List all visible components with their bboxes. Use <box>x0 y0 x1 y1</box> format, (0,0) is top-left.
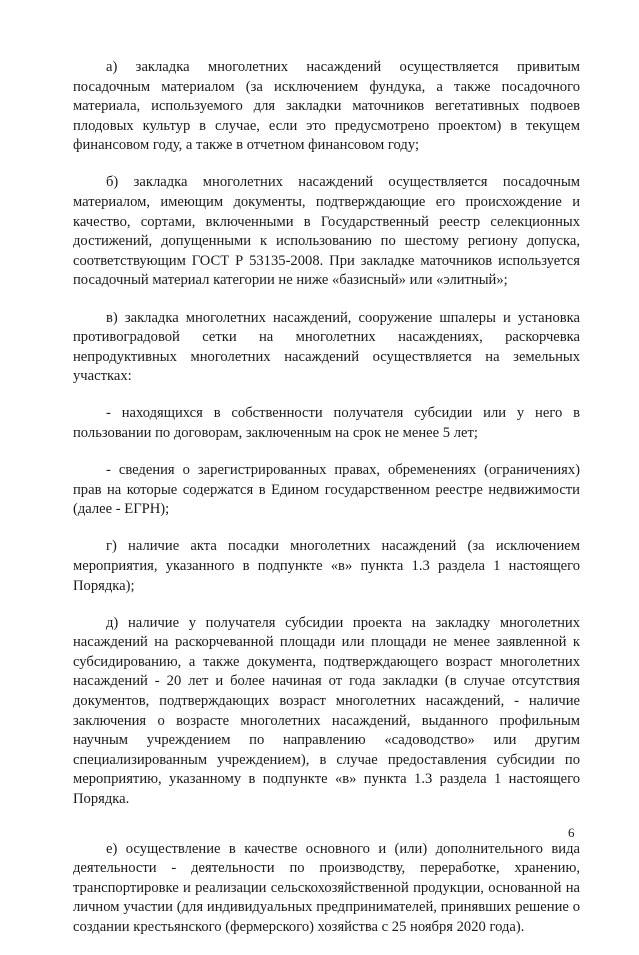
document-body <box>73 58 580 955</box>
page-number: 6 <box>568 825 575 840</box>
list-item-ownership: - находящихся в собственности получателя субсидии или у него в пользовании по договорам, заключенным на срок не менее 5 лет; <box>73 405 580 441</box>
paragraph-g: г) наличие акта посадки многолетних насаждений (за исключением мероприятия, указанного в подпункте «в» пункта 1.3 раздела 1 настоящего Порядка); <box>73 538 580 594</box>
paragraph-b: б) закладка многолетних насаждений осуществляется посадочным материалом, имеющим документы, подтверждающие его происхождение и качество, сортами, включенными в Государственный реестр селекционных достижений, допущенными к использованию по шестому региону допуска, соответствующим ГОСТ Р 53135-2008. При закладке маточников используется посадочный материал категории не ниже «базисный» или «элитный»; <box>73 174 580 289</box>
paragraph-e: е) осуществление в качестве основного и (или) дополнительного вида деятельности - деятельности по производству, переработке, хранению, транспортировке и реализации сельскохозяйственной продукции, основанной на личном участии (для индивидуальных предпринимателей, принявших решение о создании крестьянского (фермерского) хозяйства с 25 ноября 2020 года). <box>73 840 580 935</box>
list-item-egrn: - сведения о зарегистрированных правах, обременениях (ограничениях) прав на которые содержатся в Едином государственном реестре недвижимости (далее - ЕГРН); <box>73 462 580 518</box>
paragraph-v: в) закладка многолетних насаждений, сооружение шпалеры и установка противоградовой сетки на многолетних насаждениях, раскорчевка непродуктивных многолетних насаждений осуществляется на земельных участках: <box>73 309 580 385</box>
paragraph-d: д) наличие у получателя субсидии проекта на закладку многолетних насаждений на раскорчеванной площади или площади не менее заявленной к субсидированию, а также документа, подтверждающего возраст многолетних насаждений - 20 лет и более начиная от года закладки (в случае отсутствия документов, подтверждающих возраст многолетних насаждений, - наличие заключения о возрасте многолетних насаждений, выданного профильным научным учреждением по направлению «садоводство» или другим специализированным учреждением), в случае предоставления субсидии по мероприятию, указанному в подпункте «в» пункта 1.3 раздела 1 настоящего Порядка. <box>73 614 580 807</box>
paragraph-a: а) закладка многолетних насаждений осуществляется привитым посадочным материалом (за исключением фундука, а также посадочного материала, используемого для закладки маточников вегетативных подвоев плодовых культур в случае, если это предусмотрено проектом) в текущем финансовом году, а также в отчетном финансовом году; <box>73 59 580 154</box>
